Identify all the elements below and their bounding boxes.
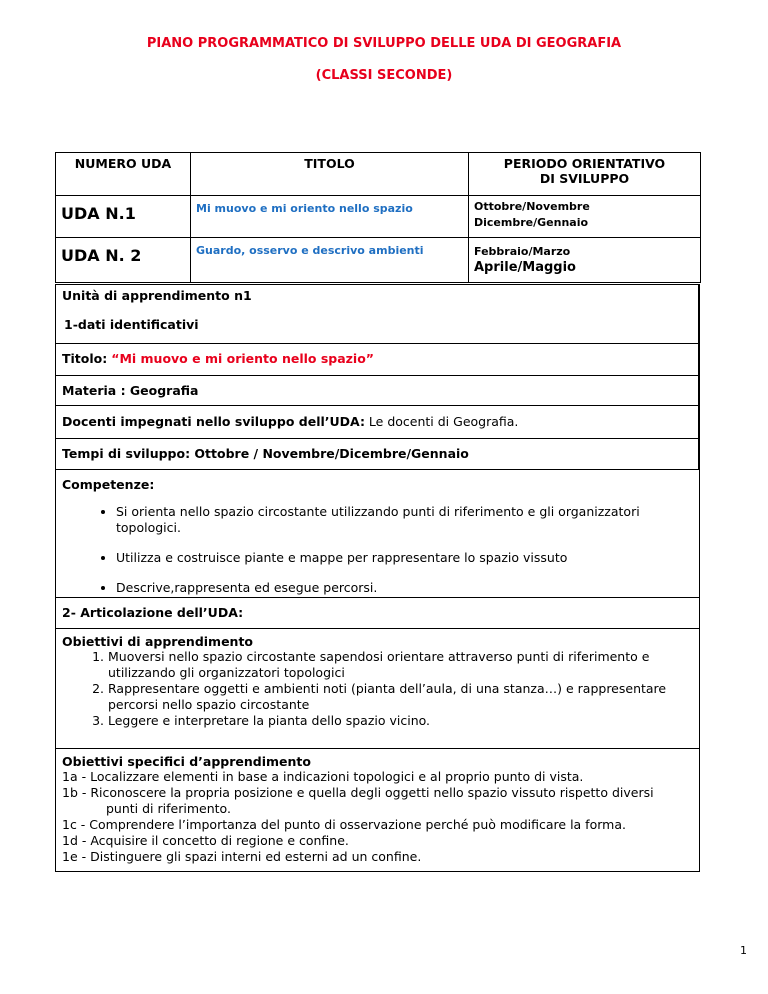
list-item: 1a - Localizzare elementi in base a indicazioni topologici e al proprio punto di vista.: [62, 769, 584, 784]
uda-period-line1: Febbraio/Marzo: [474, 245, 571, 258]
titolo-value: “Mi muovo e mi oriento nello spazio”: [111, 351, 375, 366]
header-periodo: [469, 153, 701, 196]
materia-row: Materia : Geografia: [55, 376, 700, 406]
header-periodo-line2: DI SVILUPPO: [539, 171, 630, 186]
unit-titolo-row: [55, 344, 700, 376]
list-item: • Utilizza e costruisce piante e mappe per rappresentare lo spazio vissuto: [116, 550, 693, 566]
docenti-label: Docenti impegnati nello sviluppo dell’UDA:: [62, 414, 365, 429]
list-item: 1. Muoversi nello spazio circostante sapendosi orientare attraverso punti di riferimento e utilizzando gli organizzatori topologici: [108, 649, 693, 681]
uda-period: [469, 196, 701, 238]
list-item: 3. Leggere e interpretare la pianta dello spazio vicino.: [108, 713, 693, 729]
uda-detail-table: [55, 284, 700, 872]
titolo-label: Titolo:: [62, 351, 108, 366]
header-numero-uda: NUMERO UDA: [56, 153, 191, 196]
tempi-row: Tempi di sviluppo: Ottobre / Novembre/Dicembre/Gennaio: [55, 439, 700, 470]
competenze-list: [62, 504, 693, 596]
list-item: • Descrive,rappresenta ed esegue percorsi.: [116, 580, 693, 596]
table-row: [56, 196, 701, 238]
section-dati-identificativi: 1-dati identificativi: [64, 317, 199, 332]
competenze-row: [55, 470, 700, 598]
uda-period-line2: Aprile/Maggio: [474, 260, 576, 275]
page-number: 1: [740, 944, 747, 957]
document-title: PIANO PROGRAMMATICO DI SVILUPPO DELLE UDA DI GEOGRAFIA: [146, 36, 622, 51]
uda-period-line1: Ottobre/Novembre: [474, 200, 590, 213]
list-item: punti di riferimento.: [106, 801, 231, 816]
list-item: 2. Rappresentare oggetti e ambienti noti (pianta dell’aula, di una stanza…) e rappresentare percorsi nello spazio circostante: [108, 681, 693, 713]
osa-row: [55, 749, 700, 872]
uda-number: UDA N.1: [56, 196, 191, 238]
competenze-label: Competenze:: [62, 477, 155, 492]
uda-number: UDA N. 2: [56, 238, 191, 283]
obiettivi-row: [55, 629, 700, 749]
osa-label: Obiettivi specifici d’apprendimento: [62, 754, 311, 769]
header-periodo-line1: PERIODO ORIENTATIVO: [503, 156, 666, 171]
table-row: [56, 238, 701, 283]
list-item: • Si orienta nello spazio circostante utilizzando punti di riferimento e gli organizzatori topologici.: [116, 504, 693, 536]
obiettivi-label: Obiettivi di apprendimento: [62, 634, 254, 649]
uda-title: Guardo, osservo e descrivo ambienti: [191, 238, 469, 283]
uda-summary-table: [55, 152, 701, 283]
docenti-row: [55, 406, 700, 439]
list-item: 1c - Comprendere l’importanza del punto di osservazione perché può modificare la forma.: [62, 817, 626, 832]
unit-header-section: [55, 284, 700, 344]
uda-period: [469, 238, 701, 283]
unit-heading: Unità di apprendimento n1: [62, 288, 252, 303]
list-item: 1b - Riconoscere la propria posizione e quella degli oggetti nello spazio vissuto rispetto diversi: [62, 785, 654, 800]
uda-title: Mi muovo e mi oriento nello spazio: [191, 196, 469, 238]
document-subtitle: (CLASSI SECONDE): [315, 68, 453, 83]
uda-period-line2: Dicembre/Gennaio: [474, 216, 589, 229]
docenti-value: Le docenti di Geografia.: [364, 414, 519, 429]
list-item: 1d - Acquisire il concetto di regione e confine.: [62, 833, 349, 848]
articolazione-row: 2- Articolazione dell’UDA:: [55, 598, 700, 629]
obiettivi-list: [62, 649, 693, 729]
list-item: 1e - Distinguere gli spazi interni ed esterni ad un confine.: [62, 849, 422, 864]
header-titolo: TITOLO: [191, 153, 469, 196]
